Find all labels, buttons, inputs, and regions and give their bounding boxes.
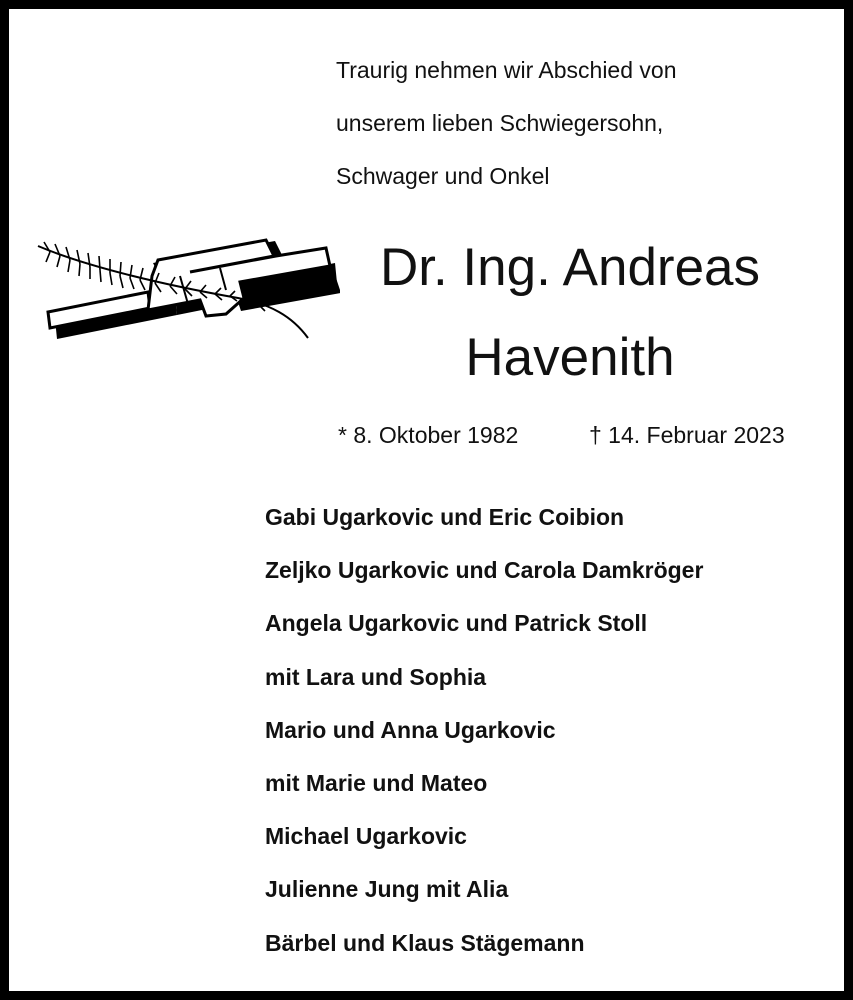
birth-date: * 8. Oktober 1982: [338, 422, 519, 448]
mourner-line: Zeljko Ugarkovic und Carola Damkröger: [265, 557, 704, 584]
mourner-line: Gabi Ugarkovic und Eric Coibion: [265, 504, 625, 530]
intro-line: Traurig nehmen wir Abschied von: [336, 57, 677, 83]
mourner-line: mit Lara und Sophia: [265, 663, 487, 690]
intro-text: [336, 44, 677, 203]
mourner-line: Mario und Anna Ugarkovic: [265, 716, 556, 743]
mourners-list: [265, 491, 703, 970]
mourner-line: Bärbel und Klaus Stägemann: [265, 929, 585, 956]
deceased-name-line2: Havenith: [465, 328, 675, 387]
intro-line: Schwager und Onkel: [336, 163, 550, 189]
mourner-line: Michael Ugarkovic: [265, 823, 467, 850]
intro-line: unserem lieben Schwiegersohn,: [336, 110, 664, 136]
cross-with-palm-frond-icon: [30, 228, 340, 358]
mourner-line: mit Marie und Mateo: [265, 769, 488, 796]
mourner-line: Julienne Jung mit Alia: [265, 876, 509, 903]
mourner-line: Angela Ugarkovic und Patrick Stoll: [265, 610, 648, 637]
death-date: † 14. Februar 2023: [589, 422, 785, 448]
deceased-name-line1: Dr. Ing. Andreas: [379, 238, 761, 297]
